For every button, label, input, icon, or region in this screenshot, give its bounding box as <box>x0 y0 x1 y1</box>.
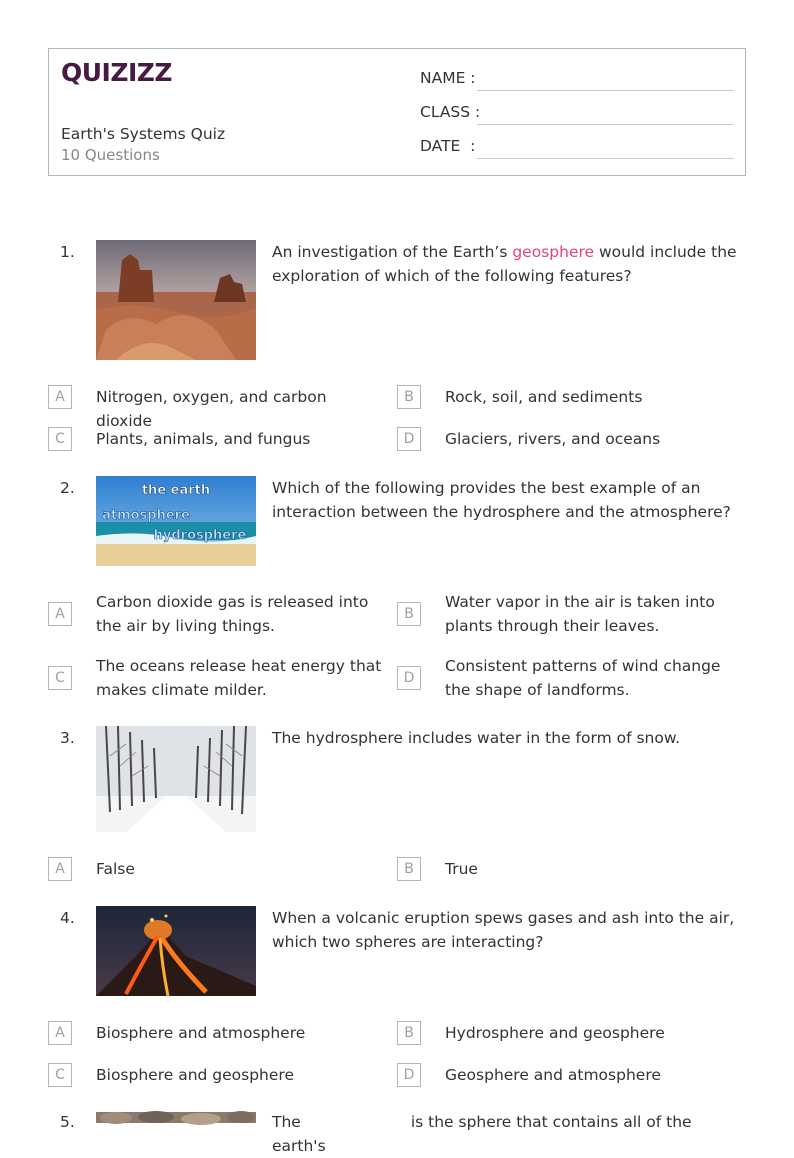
q1-option-a-box[interactable]: A <box>48 385 72 409</box>
q4-option-d-text: Geosphere and atmosphere <box>445 1066 661 1084</box>
q3-option-a-box[interactable]: A <box>48 857 72 881</box>
rocks-image <box>96 1112 256 1123</box>
q3-option-b-box[interactable]: B <box>397 857 421 881</box>
q3-option-b-text: True <box>445 860 478 878</box>
date-label: DATE : <box>420 137 476 155</box>
q4-option-b-text: Hydrosphere and geosphere <box>445 1024 665 1042</box>
q2-option-a-box[interactable]: A <box>48 602 72 626</box>
q4-option-c-text: Biosphere and geosphere <box>96 1066 294 1084</box>
class-label: CLASS : <box>420 103 481 121</box>
q2-option-a-text: Carbon dioxide gas is released into the air by living things. <box>96 593 369 635</box>
desert-mesa-image <box>96 240 256 360</box>
question-2-text: Which of the following provides the best example of an interaction between the hydrosphere and the atmosphere? <box>272 479 731 521</box>
beach-ocean-image <box>96 476 256 566</box>
question-1-text <box>272 240 742 288</box>
question-5-number: 5. <box>60 1113 75 1131</box>
q1-option-b-text: Rock, soil, and sediments <box>445 388 643 406</box>
image-label-earth: the earth <box>141 483 211 498</box>
snowy-forest-image <box>96 726 256 832</box>
q4-option-a-text: Biosphere and atmosphere <box>96 1024 306 1042</box>
volcano-eruption-image <box>96 906 256 996</box>
q4-option-c-box[interactable]: C <box>48 1063 72 1087</box>
q1-option-c-box[interactable]: C <box>48 427 72 451</box>
q1-option-b-box[interactable]: B <box>397 385 421 409</box>
q1-option-d-text: Glaciers, rivers, and oceans <box>445 430 661 448</box>
question-5-text-end: is the sphere that contains all of the earth's <box>272 1113 692 1155</box>
date-field[interactable] <box>420 135 734 159</box>
q2-option-d-text: Consistent patterns of wind change the shape of landforms. <box>445 657 721 699</box>
q2-option-c-text: The oceans release heat energy that makes climate milder. <box>96 657 382 699</box>
question-5-text <box>272 1110 742 1158</box>
class-line[interactable] <box>477 124 734 125</box>
q4-option-d-box[interactable]: D <box>397 1063 421 1087</box>
question-1-number: 1. <box>60 243 75 261</box>
q1-option-c-text: Plants, animals, and fungus <box>96 430 311 448</box>
question-1-highlight: geosphere <box>512 243 595 261</box>
question-4-number: 4. <box>60 909 75 927</box>
name-line[interactable] <box>477 90 734 91</box>
q2-option-b-box[interactable]: B <box>397 602 421 626</box>
question-5-text-start: The <box>272 1113 301 1131</box>
class-field[interactable] <box>420 101 734 125</box>
image-label-atmosphere: atmosphere <box>102 508 190 523</box>
q1-option-d-box[interactable]: D <box>397 427 421 451</box>
quiz-title: Earth's Systems Quiz <box>61 125 226 143</box>
date-line[interactable] <box>477 158 734 159</box>
question-3-number: 3. <box>60 729 75 747</box>
image-label-hydrosphere: hydrosphere <box>153 528 247 543</box>
q1-option-a-text: Nitrogen, oxygen, and carbon dioxide <box>96 388 327 430</box>
worksheet-header <box>48 48 746 176</box>
name-label: NAME : <box>420 69 476 87</box>
q3-option-a-text: False <box>96 860 135 878</box>
question-3-text: The hydrosphere includes water in the form of snow. <box>272 729 681 747</box>
question-count: 10 Questions <box>61 146 160 164</box>
q2-option-c-box[interactable]: C <box>48 666 72 690</box>
q2-option-d-box[interactable]: D <box>397 666 421 690</box>
q2-option-b-text: Water vapor in the air is taken into plants through their leaves. <box>445 593 715 635</box>
question-4-text: When a volcanic eruption spews gases and ash into the air, which two spheres are interacting? <box>272 909 735 951</box>
quizizz-logo: QUIZIZZ <box>61 58 173 87</box>
question-1-text-start: An investigation of the Earth’s <box>272 243 513 261</box>
q4-option-a-box[interactable]: A <box>48 1021 72 1045</box>
question-2-number: 2. <box>60 479 75 497</box>
q4-option-b-box[interactable]: B <box>397 1021 421 1045</box>
question-1-text-end: would include the exploration of which of the following features? <box>272 243 742 285</box>
name-field[interactable] <box>420 67 734 91</box>
